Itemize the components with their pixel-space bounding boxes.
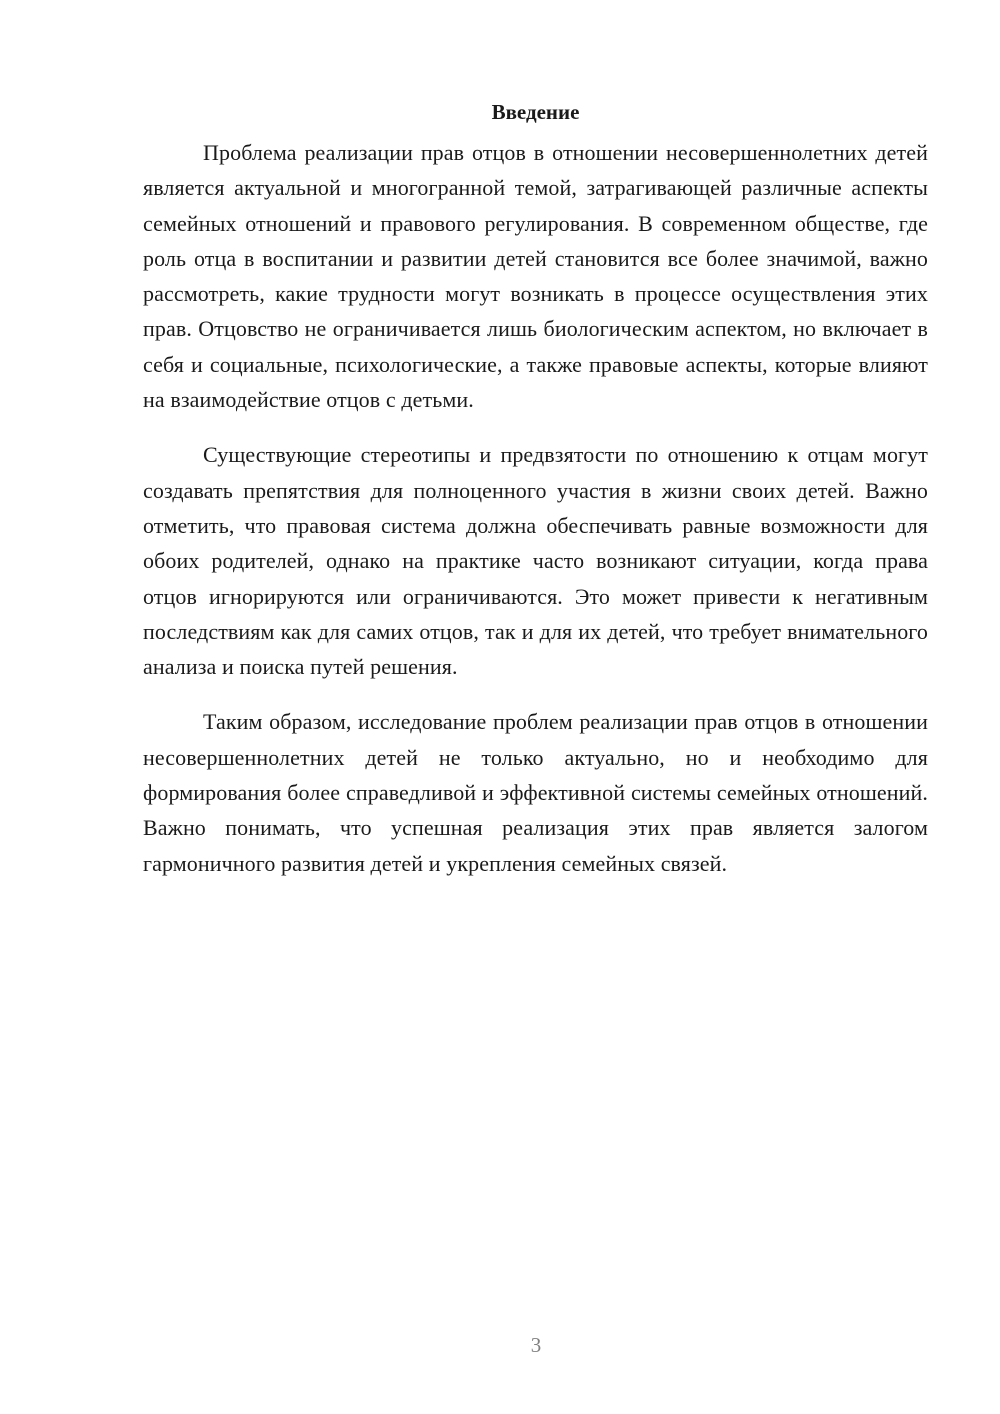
paragraph-1: Проблема реализации прав отцов в отношении несовершеннолетних детей является актуальной и многогранной темой, затрагивающей различные аспекты семейных отношений и правового регулирования. В современном обществе, где роль отца в воспитании и развитии детей становится все более значимой, важно рассмотреть, какие трудности могут возникать в процессе осуществления этих прав. Отцовство не ограничивается лишь биологическим аспектом, но включает в себя и социальные, психологические, а также правовые аспекты, которые влияют на взаимодействие отцов с детьми. (143, 140, 928, 413)
paragraph-3: Таким образом, исследование проблем реализации прав отцов в отношении несовершеннолетних детей не только актуально, но и необходимо для формирования более справедливой и эффективной системы семейных отношений. Важно понимать, что успешная реализация этих прав является залогом гармоничного развития детей и укрепления семейных связей. (143, 709, 928, 876)
page-body (143, 98, 928, 901)
page-number: 3 (530, 1333, 542, 1357)
section-heading: Введение (491, 100, 580, 124)
paragraph-2: Существующие стереотипы и предвзятости по отношению к отцам могут создавать препятствия для полноценного участия в жизни своих детей. Важно отметить, что правовая система должна обеспечивать равные возможности для обоих родителей, однако на практике часто возникают ситуации, когда права отцов игнорируются или ограничиваются. Это может привести к негативным последствиям как для самих отцов, так и для их детей, что требует внимательного анализа и поиска путей решения. (143, 442, 928, 680)
